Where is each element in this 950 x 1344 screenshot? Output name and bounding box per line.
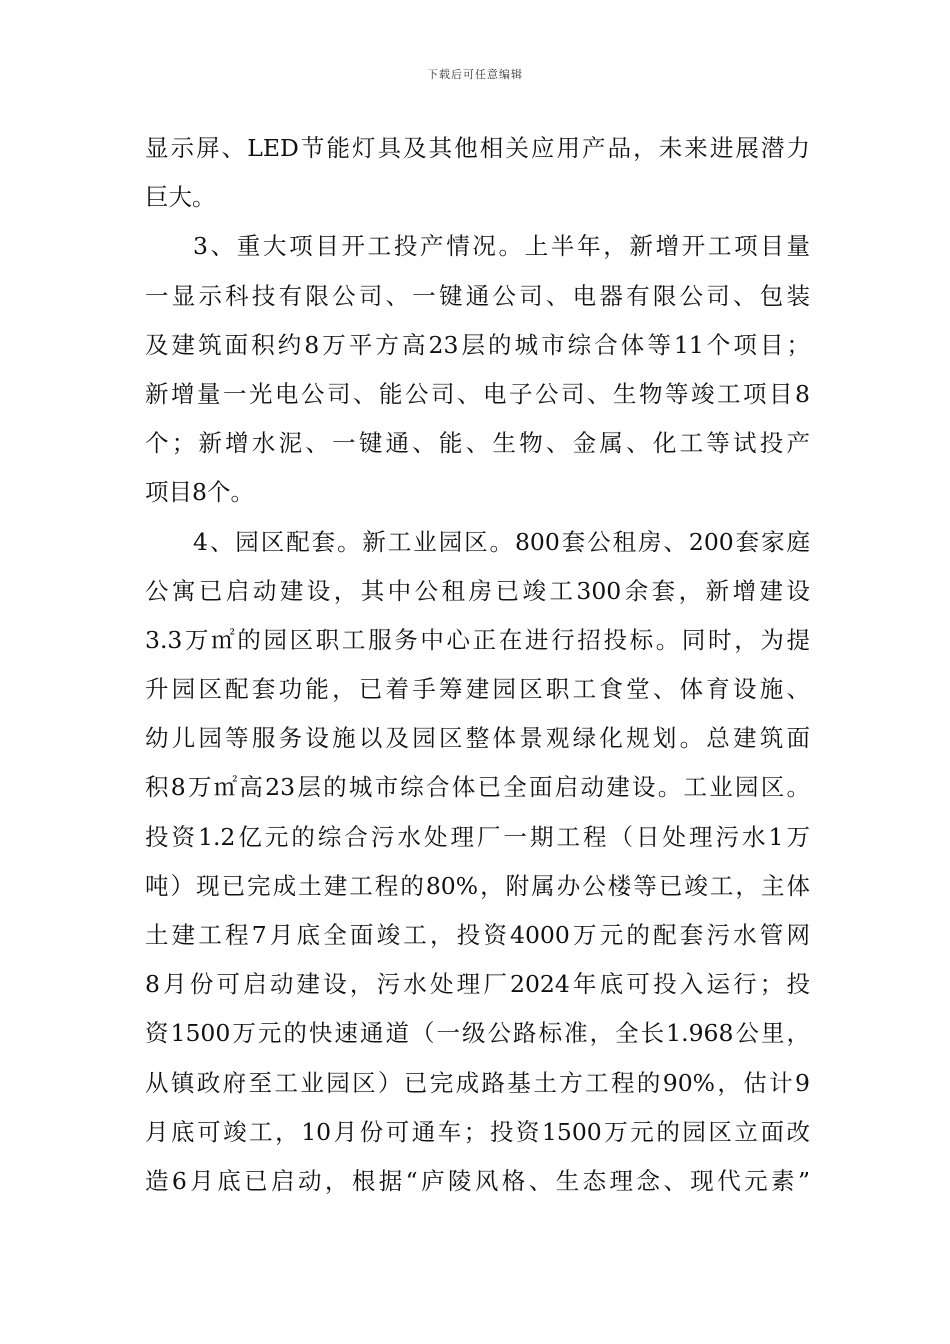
text-line: 新增量一光电公司、能公司、电子公司、生物等竣工项目8 [145,379,810,408]
text-line: 土建工程7月底全面竣工，投资4000万元的配套污水管网 [145,921,810,949]
text-line: 3.3万㎡的园区职工服务中心正在进行招投标。同时，为提 [145,625,810,654]
text-line: 吨）现已完成土建工程的80%，附属办公楼等已竣工，主体 [145,871,810,900]
text-line: 积8万㎡高23层的城市综合体已全面启动建设。工业园区。 [145,773,810,802]
text-line: 投资1.2亿元的综合污水处理厂一期工程（日处理污水1万 [145,822,810,851]
text-line: 公寓已启动建设，其中公租房已竣工300余套，新增建设 [145,576,810,605]
text-line: 8月份可启动建设，污水处理厂2024年底可投入运行；投 [145,970,810,999]
text-line: 巨大。 [145,183,216,212]
text-line: 资1500万元的快速通道（一级公路标准，全长1.968公里， [145,1019,810,1048]
text-line: 及建筑面积约8万平方高23层的城市综合体等11个项目； [145,330,810,359]
text-line: 项目8个。 [145,478,254,507]
text-line: 幼儿园等服务设施以及园区整体景观绿化规划。总建筑面 [145,724,810,753]
text-line: 造6月底已启动，根据“庐陵风格、生态理念、现代元素” [145,1166,810,1195]
text-line: 从镇政府至工业园区）已完成路基土方工程的90%，估计9 [145,1068,810,1097]
text-line: 一显示科技有限公司、一键通公司、电器有限公司、包装 [145,281,810,310]
body-text [145,124,810,1206]
text-line: 升园区配套功能，已着手筹建园区职工食堂、体育设施、 [145,675,810,704]
text-line: 个；新增水泥、一键通、能、生物、金属、化工等试投产 [145,429,810,458]
page-header-note: 下载后可任意编辑 [427,68,523,81]
text-line: 月底可竣工，10月份可通车；投资1500万元的园区立面改 [145,1117,810,1146]
text-line: 4、园区配套。新工业园区。800套公租房、200套家庭 [193,527,810,556]
text-line: 显示屏、LED节能灯具及其他相关应用产品，未来进展潜力 [145,134,810,162]
text-line: 3、重大项目开工投产情况。上半年，新增开工项目量 [193,232,810,261]
